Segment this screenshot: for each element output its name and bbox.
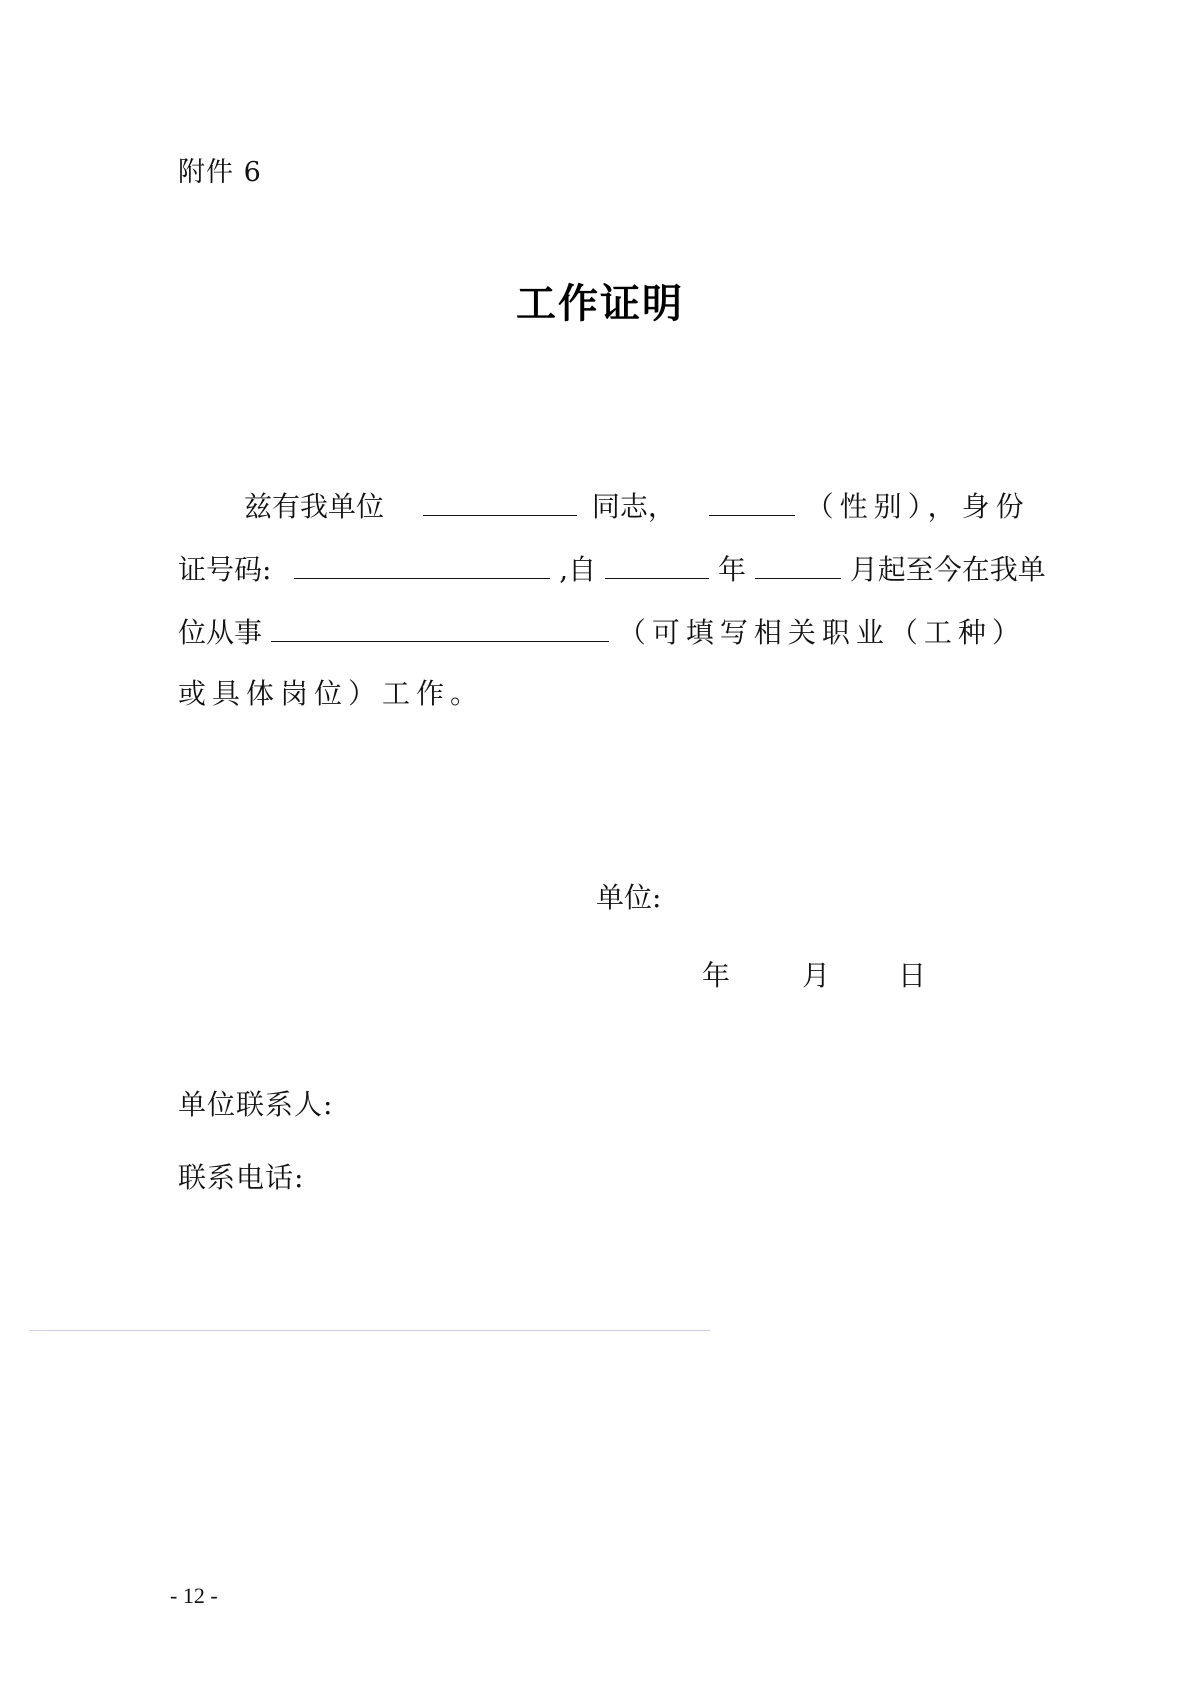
contact-phone-label: 联系电话: xyxy=(178,1161,305,1194)
year-text: 年 xyxy=(717,553,746,586)
gender-hint-text: （性别），身份 xyxy=(805,490,1030,523)
sign-day-text: 日 xyxy=(898,959,927,992)
id-number-label: 证号码: xyxy=(178,553,272,586)
paragraph-line-3 xyxy=(178,611,1026,653)
comrade-text: 同志， xyxy=(591,490,676,523)
document-title: 工作证明 xyxy=(516,281,684,327)
attachment-label: 附件 6 xyxy=(178,157,262,188)
sign-year-text: 年 xyxy=(702,959,731,992)
year-blank[interactable] xyxy=(605,548,709,579)
scan-artifact-line xyxy=(30,1330,710,1331)
month-since-text: 月起至今在我单 xyxy=(849,553,1046,586)
intro-text: 兹有我单位 xyxy=(244,490,385,523)
id-number-blank[interactable] xyxy=(294,548,550,579)
sign-month-text: 月 xyxy=(802,959,831,992)
month-blank[interactable] xyxy=(755,548,841,579)
contact-person-label: 单位联系人: xyxy=(178,1088,334,1121)
paragraph-line-2 xyxy=(178,548,1046,590)
page-number: - 12 - xyxy=(170,1583,218,1608)
unit-label: 单位: xyxy=(596,881,662,914)
name-blank[interactable] xyxy=(423,485,577,516)
paragraph-line-4: 或具体岗位）工作。 xyxy=(178,677,485,710)
gender-blank[interactable] xyxy=(709,485,795,516)
paragraph-line-1 xyxy=(244,485,1030,527)
occupation-hint-text: （可填写相关职业（工种） xyxy=(617,616,1026,649)
from-text: ,自 xyxy=(559,553,597,586)
engaged-in-text: 位从事 xyxy=(178,616,263,649)
occupation-blank[interactable] xyxy=(271,611,609,642)
